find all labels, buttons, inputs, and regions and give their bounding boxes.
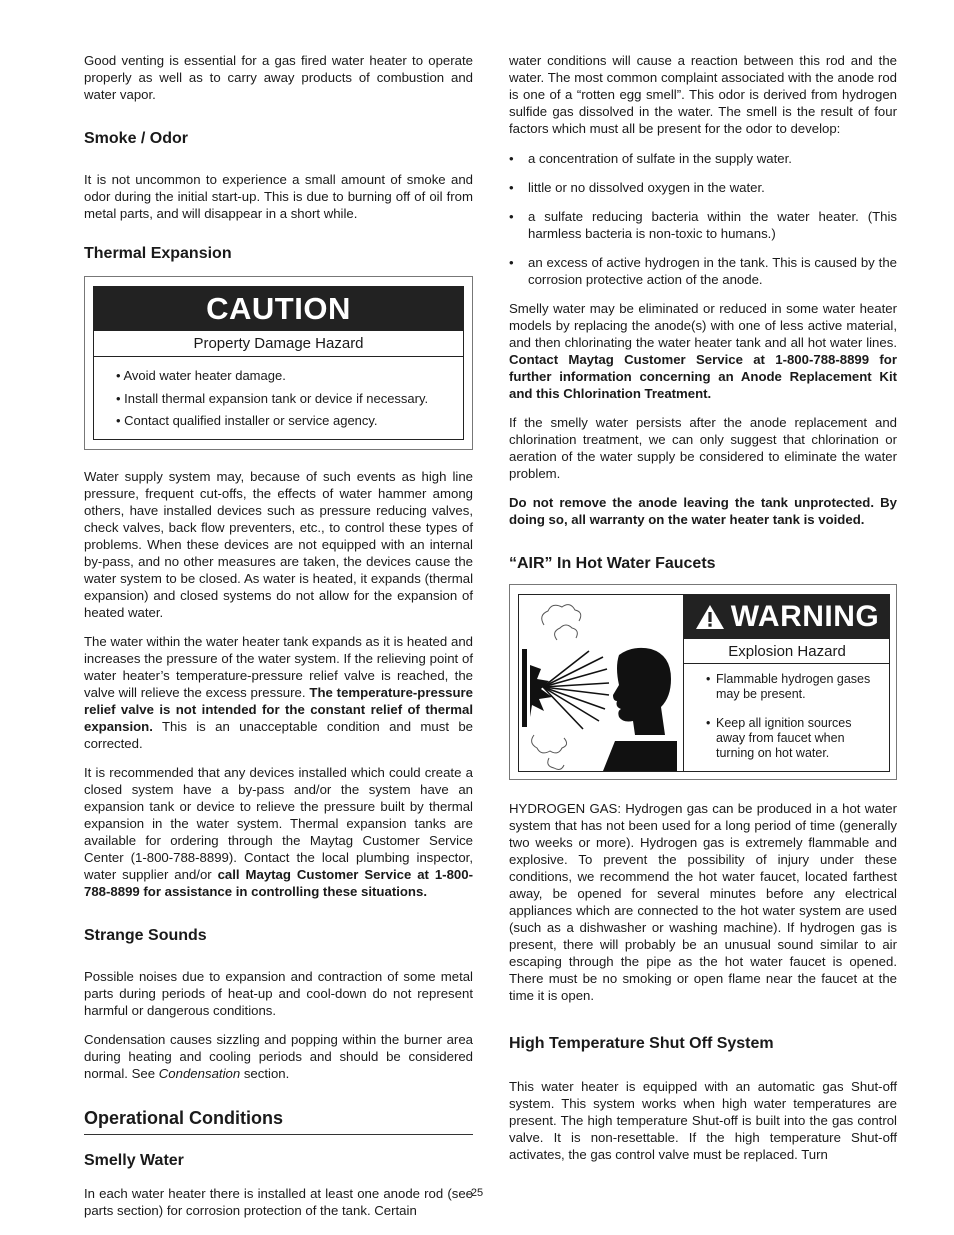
caution-title: CAUTION [94,287,463,331]
sounds-paragraph-2: Condensation causes sizzling and popping within the burner area during heating and cooling periods and should be considered normal. See Condensation section. [84,1031,473,1081]
thermal-paragraph-3: It is recommended that any devices installed which could create a closed system have a by-pass and/or the system have an expansion tank or device to relieve the pressure built by thermal expansion in the water system. Thermal expansion tanks are available for ordering through the Maytag Customer Service Center (1-800-788-8899). Contact the local plumbing inspector, water supplier and/or call Maytag Customer Service at 1-800-788-8899 for assistance in controlling these situations. [84,764,473,899]
warning-label [509,584,897,780]
anode-warning-paragraph: Do not remove the anode leaving the tank unprotected. By doing so, all warranty on the water heater tank is voided. [509,495,897,527]
warning-panel [683,595,890,771]
caution-item: • Install thermal expansion tank or device if necessary. [116,390,429,406]
odor-factor: • a sulfate reducing bacteria within the water heater. (This harmless bacteria is non-toxic to humans.) [509,208,897,242]
explosion-figure-icon [519,595,683,771]
smoke-odor-heading: Smoke / Odor [84,130,189,147]
shutoff-heading: High Temperature Shut Off System [509,1035,774,1052]
odor-factor: • an excess of active hydrogen in the tank. This is caused by the corrosion protective action of the anode. [509,254,897,288]
alert-triangle-icon [695,604,725,630]
odor-factor: • little or no dissolved oxygen in the water. [509,179,897,196]
caution-list [94,357,463,439]
smelly-paragraph-1: In each water heater there is installed at least one anode rod (see parts section) for corrosion protection of the tank. Certain [84,1185,473,1218]
sounds-paragraph-1: Possible noises due to expansion and contraction of some metal parts during periods of heat-up and cool-down do not represent harmful or dangerous conditions. [84,968,473,1018]
odor-factor: • a concentration of sulfate in the supply water. [509,150,897,167]
thermal-expansion-heading: Thermal Expansion [84,245,232,262]
right-column [509,52,897,1175]
warning-item: • Keep all ignition sources away from faucet when turning on hot water. [706,716,882,761]
caution-label [84,276,473,450]
thermal-paragraph-1: Water supply system may, because of such events as high line pressure, frequent cut-offs, the effects of water hammer among others, have installed devices such as pressure reducing valves, check valves, back flow preventers, etc., to control these types of problems. When these devices are not equipped with an internal by-pass, and no other measures are taken, the devices cause the water system to be closed. As water is heated, it expands (thermal expansion) and closed systems do not allow for the expansion of heated water. [84,468,473,620]
operational-conditions-heading: Operational Conditions [84,1107,284,1128]
warning-item: • Flammable hydrogen gases may be present. [706,672,882,702]
warning-title: WARNING [730,600,880,633]
caution-subtitle: Property Damage Hazard [94,331,463,357]
smoke-odor-paragraph: It is not uncommon to experience a small amount of smoke and odor during the initial start-up. This is due to burning off of oil from metal parts, and will disappear in a short while. [84,172,473,221]
warning-list [684,664,890,761]
warning-subtitle: Explosion Hazard [684,639,890,664]
operational-heading-wrap [84,1106,473,1135]
warning-header [684,595,890,639]
anode-continued-paragraph: water conditions will cause a reaction between this rod and the water. The most common complaint associated with the anode rod is one of a “rotten egg smell”. This odor is derived from hydrogen sulfide gas dissolved in the water. The smell is the result of four factors which must all be present for the odor to develop: [509,53,897,136]
strange-sounds-heading: Strange Sounds [84,926,207,944]
hydrogen-gas-paragraph: HYDROGEN GAS: Hydrogen gas can be produced in a hot water system that has not been used for a long period of time (generally two weeks or more). Hydrogen gas is extremely flammable and explosive. To prevent the possibility of injury under these conditions, we recommend the hot water faucet, located farthest away, be opened for several minutes before any electrical appliances which are connected to the hot water system are used (such as a dishwasher or washing machine). If hydrogen gas is present, there will probably be an unusual sound similar to air escaping through the pipe as the hot water faucet is opened. There must be no smoking or open flame near the faucet at the time it is open. [509,801,897,1003]
thermal-paragraph-2: The water within the water heater tank expands as it is heated and increases the pressure of the water system. If the relieving point of water heater’s temperature-pressure relief valve is reached, the valve will relieve the excess pressure. The temperature-pressure relief valve is not intended for the constant relief of thermal expansion. This is an unacceptable condition and must be corrected. [84,633,474,751]
caution-item: • Contact qualified installer or service agency. [116,413,378,428]
smelly-paragraph-2: Smelly water may be eliminated or reduced in some water heater models by replacing the anode(s) with one of less active material, and then chlorinating the water heater tank and all hot water lines. Contact Maytag Customer Service at 1-800-788-8899 for further information concerning an Anode Replacement Kit and this Chlorination Treatment. [509,301,897,401]
air-faucets-heading: “AIR” In Hot Water Faucets [509,555,716,572]
page-number: 25 [470,1187,484,1199]
left-column [84,52,473,1231]
smelly-water-heading: Smelly Water [84,1151,184,1169]
odor-factors-list [509,150,897,288]
shutoff-paragraph: This water heater is equipped with an automatic gas Shut-off system. This system works when high water temperatures are present. The high temperature Shut-off is built into the gas control valve. It is non-resettable. If the high temperature Shut-off activates, the gas control valve must be replaced. Turn [509,1079,897,1162]
venting-paragraph: Good venting is essential for a gas fired water heater to operate properly as well as to carry away products of combustion and water vapor. [84,53,473,102]
caution-item: • Avoid water heater damage. [116,368,286,383]
smelly-paragraph-3: If the smelly water persists after the anode replacement and chlorination treatment, we can only suggest that chlorination or aeration of the water supply be considered to eliminate the water problem. [509,415,897,481]
